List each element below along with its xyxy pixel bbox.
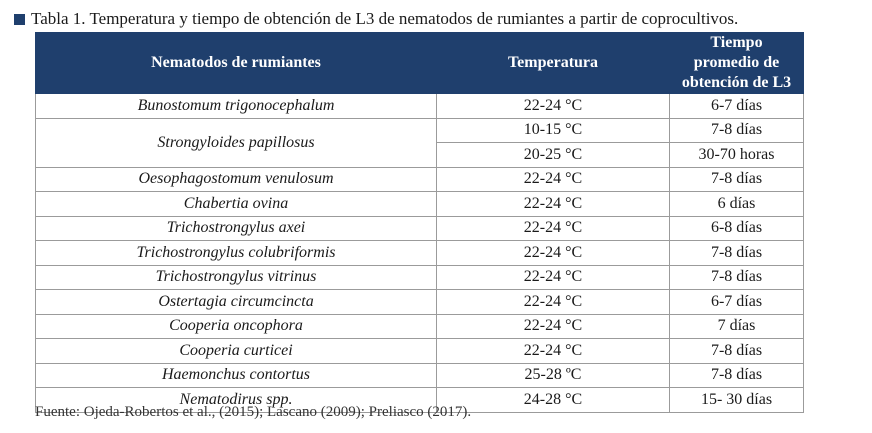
species-cell: Cooperia curticei bbox=[36, 339, 437, 364]
table-body bbox=[36, 94, 804, 413]
header-temperature: Temperatura bbox=[437, 33, 670, 94]
time-cell: 6-7 días bbox=[670, 94, 804, 119]
temperature-cell: 20-25 °C bbox=[437, 143, 670, 168]
table-row bbox=[36, 363, 804, 388]
nematode-table bbox=[35, 32, 804, 413]
time-cell: 7-8 días bbox=[670, 339, 804, 364]
species-cell: Trichostrongylus colubriformis bbox=[36, 241, 437, 266]
table-row bbox=[36, 290, 804, 315]
temperature-cell: 22-24 °C bbox=[437, 314, 670, 339]
table-header-row bbox=[36, 33, 804, 94]
temperature-cell: 22-24 °C bbox=[437, 192, 670, 217]
table-row bbox=[36, 241, 804, 266]
header-nematodes: Nematodos de rumiantes bbox=[36, 33, 437, 94]
temperature-cell: 25-28 ºC bbox=[437, 363, 670, 388]
time-cell: 15- 30 días bbox=[670, 388, 804, 413]
time-cell: 6-8 días bbox=[670, 216, 804, 241]
source-note: Fuente: Ojeda-Robertos et al., (2015); Lascano (2009); Preliasco (2017). bbox=[35, 404, 472, 420]
caption-text: Tabla 1. Temperatura y tiempo de obtención de L3 de nematodos de rumiantes a partir de coprocultivos. bbox=[31, 9, 739, 28]
table-row bbox=[36, 339, 804, 364]
species-cell: Bunostomum trigonocephalum bbox=[36, 94, 437, 119]
time-cell: 30-70 horas bbox=[670, 143, 804, 168]
time-cell: 6-7 días bbox=[670, 290, 804, 315]
time-cell: 7-8 días bbox=[670, 118, 804, 143]
species-cell: Trichostrongylus axei bbox=[36, 216, 437, 241]
species-cell: Trichostrongylus vitrinus bbox=[36, 265, 437, 290]
time-cell: 7-8 días bbox=[670, 265, 804, 290]
time-cell: 7-8 días bbox=[670, 167, 804, 192]
temperature-cell: 22-24 °C bbox=[437, 241, 670, 266]
table-row bbox=[36, 314, 804, 339]
species-cell: Strongyloides papillosus bbox=[36, 118, 437, 167]
temperature-cell: 24-28 °C bbox=[437, 388, 670, 413]
temperature-cell: 22-24 °C bbox=[437, 167, 670, 192]
species-cell: Nematodirus spp. bbox=[36, 388, 437, 413]
species-cell: Ostertagia circumcincta bbox=[36, 290, 437, 315]
table-row bbox=[36, 192, 804, 217]
table-row bbox=[36, 216, 804, 241]
temperature-cell: 22-24 °C bbox=[437, 265, 670, 290]
time-cell: 7-8 días bbox=[670, 363, 804, 388]
time-cell: 7-8 días bbox=[670, 241, 804, 266]
species-cell: Haemonchus contortus bbox=[36, 363, 437, 388]
time-cell: 6 días bbox=[670, 192, 804, 217]
table-row bbox=[36, 167, 804, 192]
temperature-cell: 22-24 °C bbox=[437, 216, 670, 241]
temperature-cell: 22-24 °C bbox=[437, 290, 670, 315]
temperature-cell: 22-24 °C bbox=[437, 339, 670, 364]
header-time: Tiempo promedio de obtención de L3 bbox=[670, 33, 804, 94]
species-cell: Cooperia oncophora bbox=[36, 314, 437, 339]
table-row bbox=[36, 94, 804, 119]
species-cell: Oesophagostomum venulosum bbox=[36, 167, 437, 192]
temperature-cell: 10-15 °C bbox=[437, 118, 670, 143]
time-cell: 7 días bbox=[670, 314, 804, 339]
table-row bbox=[36, 265, 804, 290]
table-row bbox=[36, 118, 804, 143]
caption-bullet-square bbox=[14, 14, 25, 25]
temperature-cell: 22-24 °C bbox=[437, 94, 670, 119]
species-cell: Chabertia ovina bbox=[36, 192, 437, 217]
table-caption bbox=[14, 8, 738, 30]
